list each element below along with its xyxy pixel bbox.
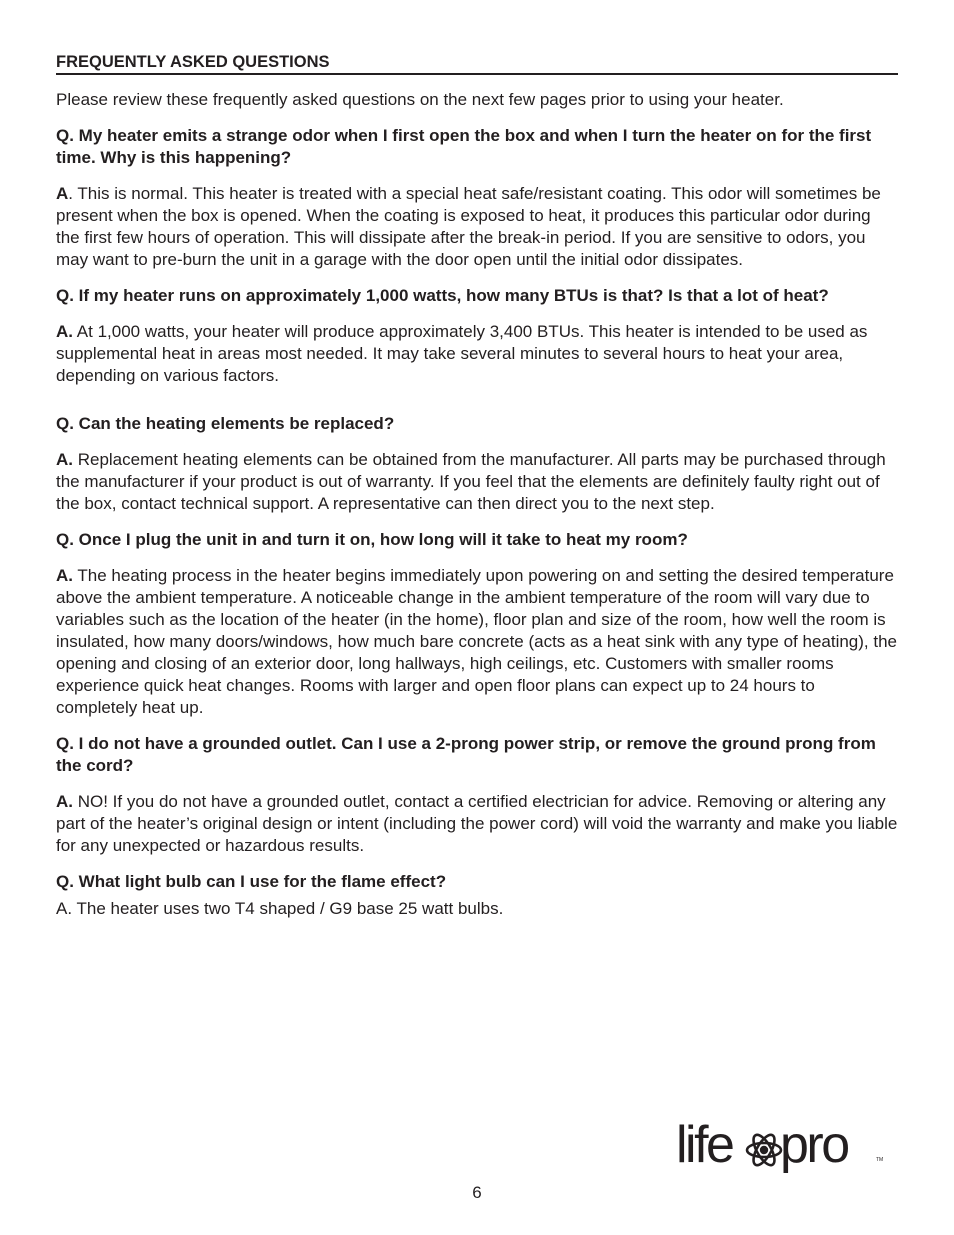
logo-word-life: life (676, 1116, 733, 1174)
intro-text: Please review these frequently asked questions on the next few pages prior to using your heater. (56, 90, 784, 109)
answer-body: . This is normal. This heater is treated with a special heat safe/resistant coating. This odor will sometimes be present when the box is opened. When the coating is exposed to heat, it produces this particular odor during the first few hours of operation. This will dissipate after the break-in period. If you are sensitive to odors, you may want to pre-burn the unit in a garage with the door open until the initial odor dissipates. (56, 184, 881, 269)
faq-question-1: Q. My heater emits a strange odor when I first open the box and when I turn the heater on for the first time. Why is this happening? (56, 126, 872, 167)
faq-question-4: Q. Once I plug the unit in and turn it on, how long will it take to heat my room? (56, 530, 688, 549)
faq-answer-4 (56, 565, 898, 719)
faq-question-3: Q. Can the heating elements be replaced? (56, 414, 395, 433)
faq-question-6: Q. What light bulb can I use for the flame effect? (56, 872, 447, 891)
answer-lead: A (56, 184, 69, 203)
logo-word-pro: pro (780, 1116, 848, 1174)
answer-lead: A. (56, 322, 73, 341)
faq-answer-5 (56, 791, 898, 857)
answer-body: At 1,000 watts, your heater will produce approximately 3,400 BTUs. This heater is intended to be used as supplemental heat in areas most needed. It may take several minutes to several hours to heat your area, depending on various factors. (56, 322, 868, 385)
faq-question-2: Q. If my heater runs on approximately 1,000 watts, how many BTUs is that? Is that a lot of heat? (56, 286, 829, 305)
answer-lead: A. (56, 566, 73, 585)
answer-lead: A. (56, 792, 73, 811)
faq-question-5: Q. I do not have a grounded outlet. Can I use a 2-prong power strip, or remove the ground prong from the cord? (56, 734, 876, 775)
answer-body: NO! If you do not have a grounded outlet, contact a certified electrician for advice. Removing or altering any part of the heater’s original design or intent (including the power cord) will void the warranty and make you liable for any unexpected or hazardous results. (56, 792, 898, 855)
atom-icon (744, 1117, 784, 1177)
faq-answer-6 (56, 898, 898, 920)
section-title: FREQUENTLY ASKED QUESTIONS (56, 52, 898, 75)
logo-trademark: TM (876, 1157, 884, 1163)
answer-body: A. The heater uses two T4 shaped / G9 base 25 watt bulbs. (56, 899, 504, 918)
faq-page (56, 52, 898, 934)
page-number: 6 (472, 1183, 482, 1202)
answer-body: Replacement heating elements can be obtained from the manufacturer. All parts may be purchased through the manufacturer if your product is out of warranty. If you feel that the elements are definitely faulty right out of the box, contact technical support. A representative can then direct you to the next step. (56, 450, 886, 513)
answer-lead: A. (56, 450, 73, 469)
faq-answer-2 (56, 321, 898, 387)
lifepro-logo (676, 1115, 886, 1181)
answer-body: The heating process in the heater begins immediately upon powering on and setting the desired temperature above the ambient temperature. A noticeable change in the ambient temperature of the room will vary due to variables such as the location of the heater (in the home), floor plan and size of the room, how well the room is insulated, how many doors/windows, how much bare concrete (acts as a heat sink with any type of heating), the opening and closing of an exterior door, long hallways, high ceilings, etc. Customers with smaller rooms experience quick heat changes. Rooms with larger and open floor plans can expect up to 24 hours to completely heat up. (56, 566, 898, 717)
faq-answer-1 (56, 183, 898, 271)
faq-answer-3 (56, 449, 898, 515)
